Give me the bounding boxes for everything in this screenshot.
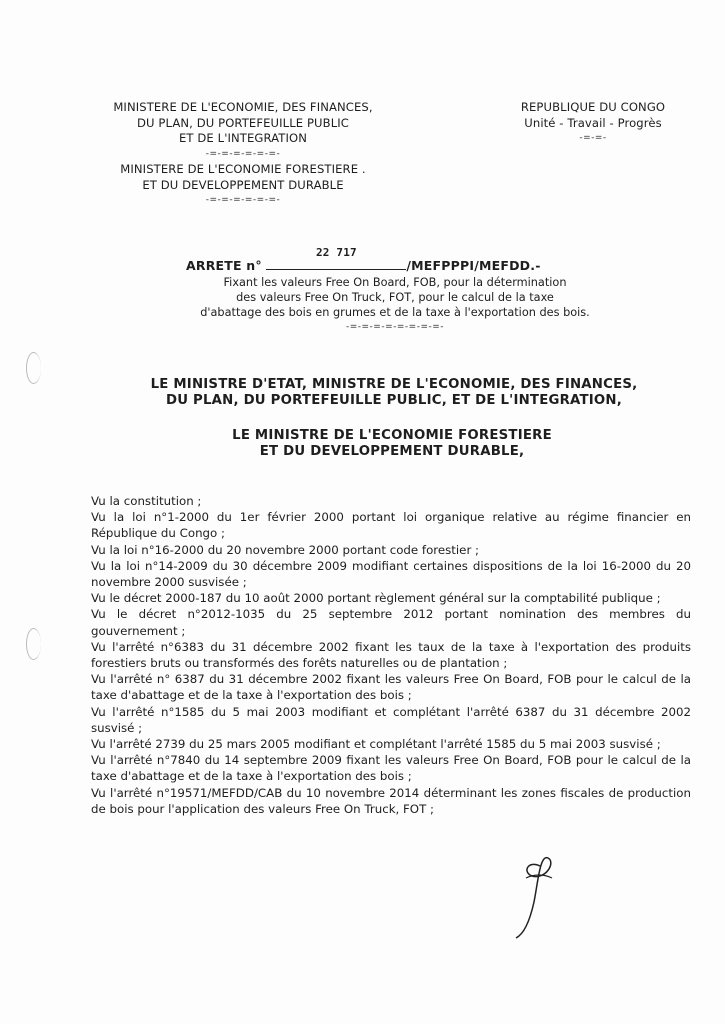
heading-minister-economy-line2: DU PLAN, DU PORTEFEUILLE PUBLIC, ET DE L'INTEGRATION, bbox=[165, 393, 622, 408]
visa-item: Vu l'arrêté n°19571/MEFDD/CAB du 10 novembre 2014 déterminant les zones fiscales de production de bois pour l'application des valeurs Free On Truck, FOT ; bbox=[91, 785, 691, 816]
heading-minister-forestry bbox=[150, 428, 634, 460]
heading-minister-economy bbox=[120, 377, 668, 409]
visa-item: Vu la loi n°1-2000 du 1er février 2000 portant loi organique relative au régime financier en République du Congo ; bbox=[91, 510, 691, 541]
punch-hole-bottom bbox=[26, 628, 41, 660]
visa-item: Vu la loi n°14-2009 du 30 décembre 2009 modifiant certaines dispositions de la loi 16-2000 du 20 novembre 2000 susvisée ; bbox=[91, 558, 691, 590]
visa-item: Vu le décret 2000-187 du 10 août 2000 portant règlement général sur la comptabilité publique ; bbox=[91, 591, 661, 606]
arrete-separator: -=-=-=-=-=-=-=-=- bbox=[345, 322, 445, 332]
heading-minister-economy-line1: LE MINISTRE D'ETAT, MINISTRE DE L'ECONOMIE, DES FINANCES, bbox=[150, 377, 638, 392]
header-left-separator-1: -=-=-=-=-=-=- bbox=[205, 148, 281, 159]
header-left-line1: MINISTERE DE L'ECONOMIE, DES FINANCES, bbox=[113, 100, 373, 114]
visa-item: Vu l'arrêté n° 6387 du 31 décembre 2002 fixant les valeurs Free On Board, FOB pour le calcul de la taxe d'abattage et de la taxe à l'exportation des bois ; bbox=[91, 672, 691, 703]
arrete-suffix: /MEFPPPI/MEFDD.- bbox=[406, 258, 541, 273]
visas-list bbox=[91, 493, 691, 817]
header-left-line3: ET DE L'INTEGRATION bbox=[179, 131, 307, 145]
visa-item: Vu la constitution ; bbox=[91, 494, 202, 508]
arrete-prefix: ARRETE n° bbox=[186, 258, 262, 273]
visa-item: Vu l'arrêté n°6383 du 31 décembre 2002 fixant les taux de la taxe à l'exportation des produits forestiers bruts ou transformés des forêts naturelles ou de plantation ; bbox=[91, 639, 691, 671]
arrete-subtitle bbox=[150, 275, 640, 335]
heading-minister-forestry-line2: ET DU DEVELOPPEMENT DURABLE, bbox=[259, 444, 525, 459]
arrete-subtitle-line2: des valeurs Free On Truck, FOT, pour le calcul de la taxe bbox=[236, 291, 554, 304]
visa-item: Vu l'arrêté 2739 du 25 mars 2005 modifiant et complétant l'arrêté 1585 du 5 mai 2003 susvisé ; bbox=[91, 737, 661, 752]
arrete-subtitle-line3: d'abattage des bois en grumes et de la taxe à l'exportation des bois. bbox=[200, 306, 590, 319]
header-left-line4: MINISTERE DE L'ECONOMIE FORESTIERE . bbox=[120, 162, 366, 176]
arrete-number: 22 717 bbox=[315, 246, 357, 259]
visa-item: Vu la loi n°16-2000 du 20 novembre 2000 portant code forestier ; bbox=[91, 542, 480, 557]
header-right bbox=[498, 100, 688, 147]
visa-item: Vu le décret n°2012-1035 du 25 septembre 2012 portant nomination des membres du gouvernement ; bbox=[91, 607, 691, 638]
handwritten-initials bbox=[500, 852, 570, 942]
header-right-separator: -=-=- bbox=[579, 133, 607, 143]
arrete-title bbox=[186, 246, 606, 273]
header-left-line5: ET DU DEVELOPPEMENT DURABLE bbox=[142, 177, 344, 192]
arrete-number-blank bbox=[266, 246, 406, 270]
visa-item: Vu l'arrêté n°7840 du 14 septembre 2009 fixant les valeurs Free On Board, FOB pour le calcul de la taxe d'abattage et de la taxe à l'exportation des bois ; bbox=[91, 753, 691, 784]
header-right-line1: REPUBLIQUE DU CONGO bbox=[520, 100, 666, 114]
header-left bbox=[78, 100, 408, 209]
header-left-line2: DU PLAN, DU PORTEFEUILLE PUBLIC bbox=[137, 115, 349, 130]
header-right-line2: Unité - Travail - Progrès bbox=[524, 115, 662, 130]
heading-minister-forestry-line1: LE MINISTRE DE L'ECONOMIE FORESTIERE bbox=[232, 428, 552, 443]
visa-item: Vu l'arrêté n°1585 du 5 mai 2003 modifiant et complétant l'arrêté 6387 du 31 décembre 2002 susvisé ; bbox=[91, 704, 691, 735]
header-left-separator-2: -=-=-=-=-=-=- bbox=[205, 195, 281, 205]
arrete-subtitle-line1: Fixant les valeurs Free On Board, FOB, pour la détermination bbox=[223, 276, 567, 289]
punch-hole-top bbox=[26, 352, 41, 384]
